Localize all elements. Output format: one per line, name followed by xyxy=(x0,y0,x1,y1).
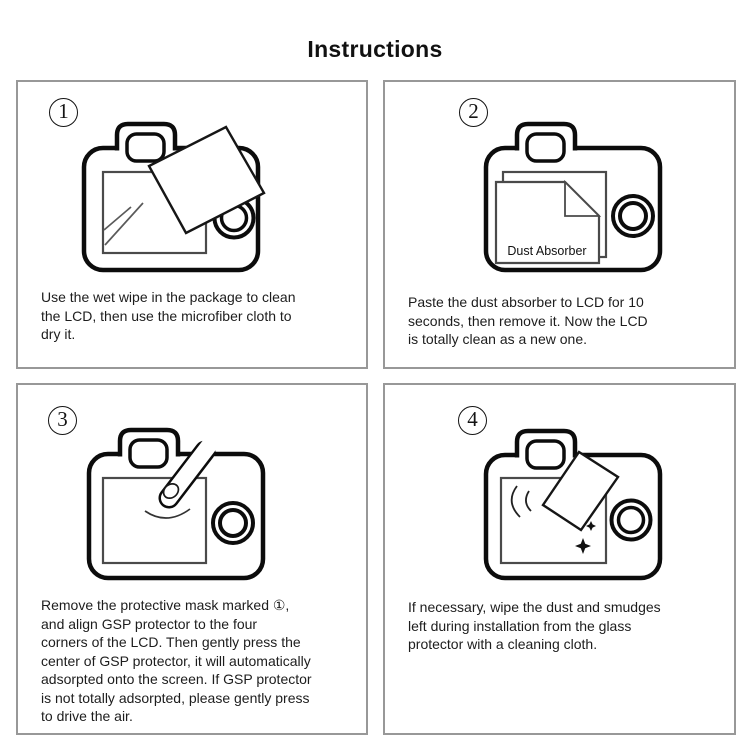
step-3-instructions xyxy=(41,596,312,726)
instruction-line: adsorpted onto the screen. If GSP protector xyxy=(41,671,312,687)
instruction-line: If necessary, wipe the dust and smudges xyxy=(408,599,661,615)
instruction-line: to drive the air. xyxy=(41,708,133,724)
instruction-line: is totally clean as a new one. xyxy=(408,331,587,347)
instruction-line: Paste the dust absorber to LCD for 10 xyxy=(408,294,644,310)
camera-illustration-step2 xyxy=(479,112,679,282)
step-2-badge: 2 xyxy=(459,98,488,127)
page-title: Instructions xyxy=(307,36,443,62)
step-2-instructions xyxy=(408,293,648,349)
instruction-line: is not totally adsorpted, please gently press xyxy=(41,689,310,706)
instruction-line: left during installation from the glass xyxy=(408,617,632,634)
instruction-line: protector with a cleaning cloth. xyxy=(408,636,598,652)
instruction-line: center of GSP protector, it will automatically xyxy=(41,652,311,669)
dust-absorber-label: Dust Absorber xyxy=(507,244,587,258)
lens-dial-inner xyxy=(620,203,646,229)
instruction-line: Remove the protective mask marked ①, xyxy=(41,597,290,613)
instruction-line: corners of the LCD. Then gently press the xyxy=(41,634,301,650)
camera-illustration-step4 xyxy=(479,418,679,590)
instruction-line: dry it. xyxy=(41,326,76,342)
step-3-badge: 3 xyxy=(48,406,77,435)
lens-dial-inner xyxy=(220,510,246,536)
step-1-badge: 1 xyxy=(49,98,78,127)
panel-step-2 xyxy=(383,80,736,369)
viewfinder-eyepiece xyxy=(130,440,167,467)
instruction-line: and align GSP protector to the four xyxy=(41,615,258,632)
instruction-line: Use the wet wipe in the package to clean xyxy=(41,289,296,305)
step-4-instructions xyxy=(408,598,661,654)
step-1-instructions xyxy=(41,288,296,344)
camera-illustration-step1 xyxy=(77,112,277,282)
step-4-badge: 4 xyxy=(458,406,487,435)
lens-dial-inner xyxy=(619,508,644,533)
camera-illustration-step3 xyxy=(81,418,281,590)
lcd-screen xyxy=(103,478,206,563)
instruction-line: the LCD, then use the microfiber cloth to xyxy=(41,307,292,324)
panel-step-1 xyxy=(16,80,368,369)
viewfinder-eyepiece xyxy=(127,134,164,161)
viewfinder-eyepiece xyxy=(527,441,564,468)
panel-step-4 xyxy=(383,383,736,735)
instruction-line: seconds, then remove it. Now the LCD xyxy=(408,312,648,329)
panel-step-3 xyxy=(16,383,368,735)
viewfinder-eyepiece xyxy=(527,134,564,161)
